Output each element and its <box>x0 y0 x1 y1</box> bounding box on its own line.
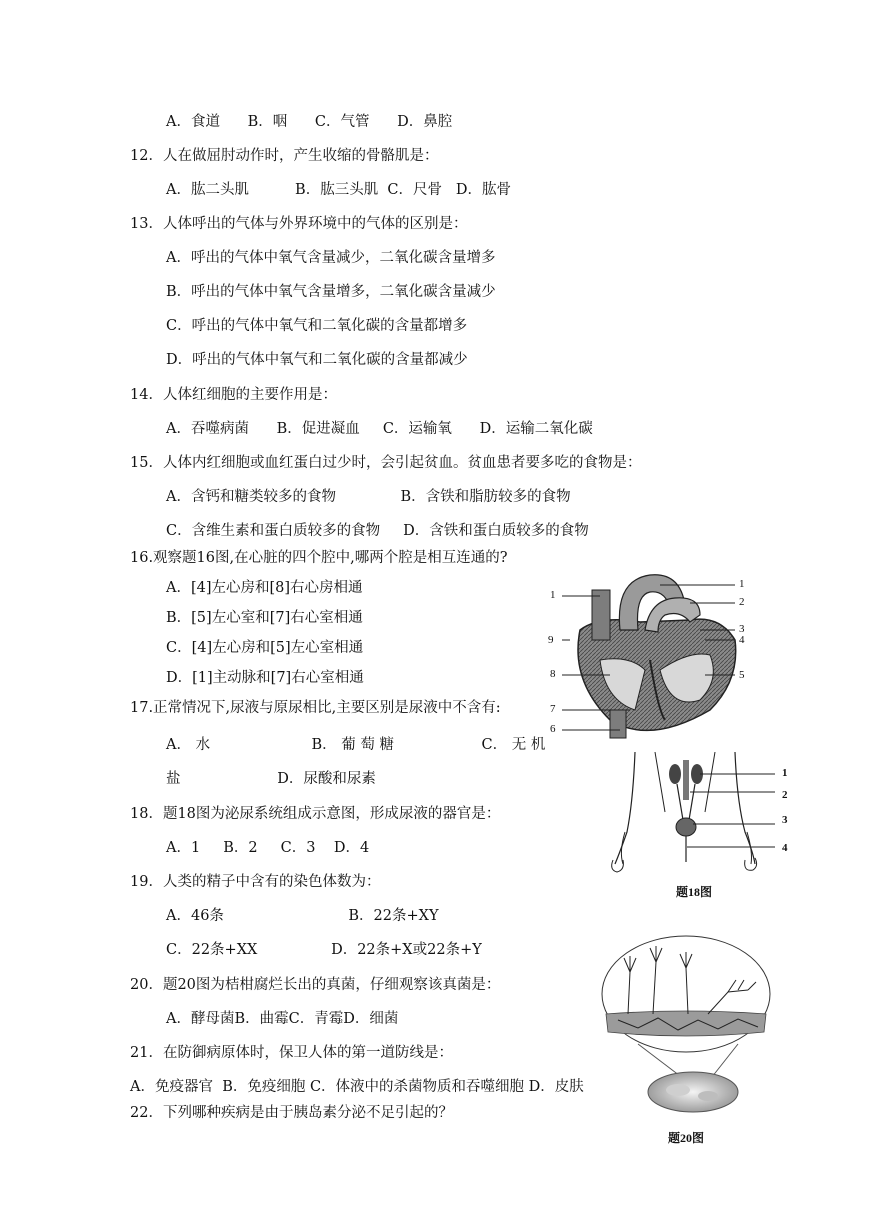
q13-option-c: C．呼出的气体中氧气和二氧化碳的含量都增多 <box>166 318 468 334</box>
q16-option-d: D．[1]主动脉和[7]右心室相通 <box>166 670 364 686</box>
q17-options-cont: 盐 D．尿酸和尿素 <box>166 771 376 787</box>
q22-stem: 22．下列哪种疾病是由于胰岛素分泌不足引起的？ <box>130 1105 453 1121</box>
q19-stem: 19．人类的精子中含有的染色体数为： <box>130 874 381 890</box>
heart-label-8: 8 <box>550 668 556 680</box>
q15-options-cd: C．含维生素和蛋白质较多的食物 D．含铁和蛋白质较多的食物 <box>166 523 589 539</box>
q12-stem: 12．人在做屈肘动作时，产生收缩的骨骼肌是： <box>130 148 439 164</box>
q13-stem: 13．人体呼出的气体与外界环境中的气体的区别是： <box>130 216 468 232</box>
q17-stem: 17.正常情况下,尿液与原尿相比,主要区别是尿液中不含有: <box>130 700 501 716</box>
q18-options: A．1 B．2 C．3 D．4 <box>166 840 370 856</box>
q15-stem: 15．人体内红细胞或血红蛋白过少时，会引起贫血。贫血患者要多吃的食物是： <box>130 455 642 471</box>
urinary-label-1: 1 <box>782 767 788 779</box>
q17-options-abc: A． 水 B． 葡 萄 糖 C． 无 机 <box>166 737 546 753</box>
q20-options: A．酵母菌B．曲霉C．青霉D．细菌 <box>166 1011 399 1027</box>
fig20-caption: 题20图 <box>668 1131 705 1145</box>
heart-label-1-left: 1 <box>550 589 556 601</box>
q11-options: A．食道 B．咽 C．气管 D．鼻腔 <box>166 114 453 130</box>
q13-option-d: D．呼出的气体中氧气和二氧化碳的含量都减少 <box>166 352 468 368</box>
fig18-caption: 题18图 <box>676 885 713 899</box>
urinary-label-2: 2 <box>782 789 788 801</box>
q20-stem: 20．题20图为桔柑腐烂长出的真菌，仔细观察该真菌是： <box>130 977 501 993</box>
heart-label-5: 5 <box>739 669 745 681</box>
heart-label-1: 1 <box>739 578 745 590</box>
q18-stem: 18．题18图为泌尿系统组成示意图，形成尿液的器官是： <box>130 806 501 822</box>
heart-label-4: 4 <box>739 634 745 646</box>
heart-label-6: 6 <box>550 723 556 735</box>
q13-option-a: A．呼出的气体中氧气含量减少，二氧化碳含量增多 <box>166 250 496 266</box>
q21-stem: 21．在防御病原体时，保卫人体的第一道防线是： <box>130 1045 453 1061</box>
q16-option-b: B．[5]左心室和[7]右心室相通 <box>166 610 363 626</box>
fungus-diagram <box>598 932 778 1127</box>
q14-stem: 14．人体红细胞的主要作用是： <box>130 387 337 403</box>
q14-options: A．吞噬病菌 B．促进凝血 C．运输氧 D．运输二氧化碳 <box>166 421 593 437</box>
heart-label-3: 3 <box>739 623 745 635</box>
q13-option-b: B．呼出的气体中氧气含量增多，二氧化碳含量减少 <box>166 284 496 300</box>
heart-label-2: 2 <box>739 596 745 608</box>
q16-option-a: A．[4]左心房和[8]右心房相通 <box>166 580 363 596</box>
q16-option-c: C．[4]左心房和[5]左心室相通 <box>166 640 364 656</box>
q15-options-ab: A．含钙和糖类较多的食物 B．含铁和脂肪较多的食物 <box>166 489 571 505</box>
q16-stem: 16.观察题16图,在心脏的四个腔中,哪两个腔是相互连通的? <box>130 550 508 566</box>
q19-options-ab: A．46条 B．22条+XY <box>166 908 439 924</box>
heart-label-7: 7 <box>550 703 556 715</box>
q19-options-cd: C．22条+XX D．22条+X或22条+Y <box>166 942 482 958</box>
q21-options: A．免疫器官 B．免疫细胞 C．体液中的杀菌物质和吞噬细胞 D．皮肤 <box>130 1079 584 1095</box>
q12-options: A．肱二头肌 B．肱三头肌 C．尺骨 D．肱骨 <box>166 182 511 198</box>
urinary-label-4: 4 <box>782 842 788 854</box>
heart-label-9: 9 <box>548 634 554 646</box>
urinary-label-3: 3 <box>782 814 788 826</box>
urinary-system-diagram <box>605 752 805 877</box>
